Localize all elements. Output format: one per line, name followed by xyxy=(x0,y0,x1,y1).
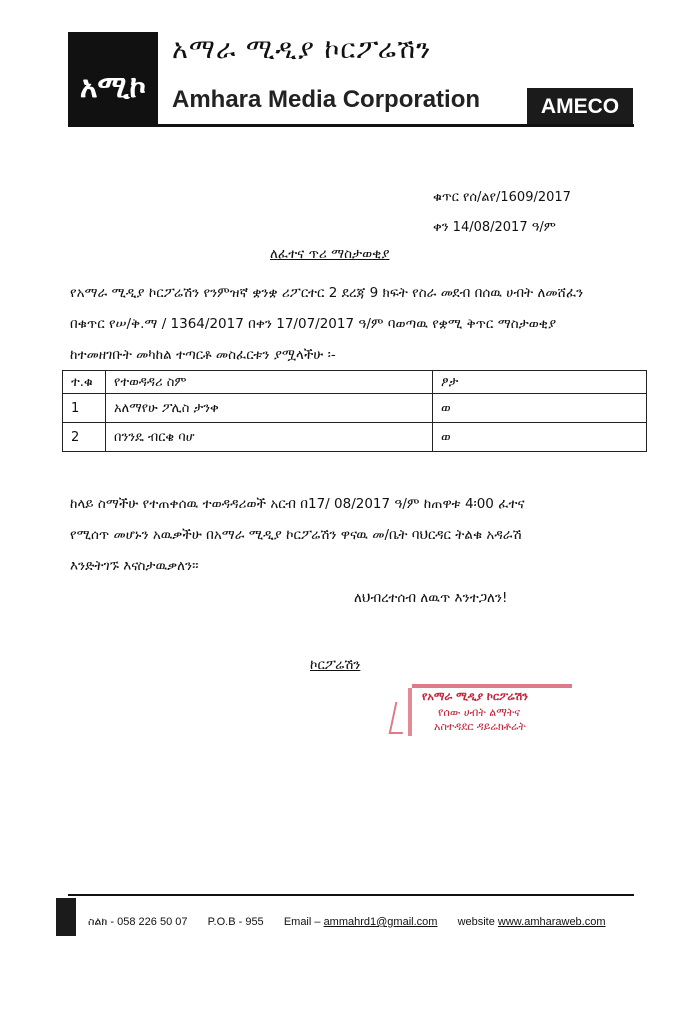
stamp-line-2: የሰው ሀብት ልማትና xyxy=(438,706,521,719)
candidates-table xyxy=(62,370,647,452)
footer-website-link[interactable]: www.amharaweb.com xyxy=(497,916,606,928)
header-sex: ፆታ xyxy=(433,371,647,394)
table-row xyxy=(63,423,647,452)
body-line-2: የሚሰጥ መሆኑን አዉቃችሁ በአማራ ሚዲያ ኮርፖሬሽን ዋናዉ መ/ቤት ባህርዳር ትልቁ አዳራሽ xyxy=(70,527,522,543)
footer-phone: ስልክ - 058 226 50 07 xyxy=(88,916,188,928)
table-header-row xyxy=(63,371,647,394)
corporation-logo xyxy=(68,32,158,124)
signature-mark xyxy=(389,702,410,734)
footer-contact xyxy=(88,916,606,929)
header-divider xyxy=(68,124,634,127)
stamp-line-3: አስተዳደር ዳይሬክቶሬት xyxy=(434,720,526,733)
footer-pobox: P.O.B - 955 xyxy=(207,916,264,928)
org-name-amharic: አማራ ሚዲያ ኮርፖሬሽን xyxy=(172,34,432,65)
signoff: ኮርፖሬሽን xyxy=(310,657,361,673)
footer-email-link[interactable]: ammahrd1@gmail.com xyxy=(323,916,438,928)
row-sex: ወ xyxy=(433,423,647,452)
stamp-border-left xyxy=(408,688,412,736)
logo-text: አሚኮ xyxy=(79,70,147,105)
reference-date: ቀን 14/08/2017 ዓ/ም xyxy=(433,220,556,235)
intro-line-1: የአማራ ሚዲያ ኮርፖሬሽን የንምዝኛ ቋንቋ ሪፖርተር 2 ደረጃ 9 ክፍት የስራ መደብ በሰዉ ሀብት ለመሸፈን xyxy=(70,285,584,301)
reference-number: ቁጥር የሰ/ልየ/1609/2017 xyxy=(433,190,571,205)
letter-subject: ለፈተና ጥሪ ማስታወቂያ xyxy=(270,246,390,262)
footer-website-label: website xyxy=(457,916,495,928)
body-line-1: ከላይ ስማችሁ የተጠቀሰዉ ተወዳዳሪወች አርብ በ17/ 08/2017 ዓ/ም ከጠዋቱ 4፡00 ፈተና xyxy=(70,496,525,512)
row-sex: ወ xyxy=(433,394,647,423)
table-row xyxy=(63,394,647,423)
row-number: 1 xyxy=(63,394,106,423)
ameco-badge: AMECO xyxy=(527,88,633,126)
footer-accent-bar xyxy=(56,898,76,936)
org-name-english: Amhara Media Corporation xyxy=(172,86,481,113)
row-name: አለማየሁ ፖሊስ ታንቀ xyxy=(106,394,433,423)
header-name: የተወዳዳሪ ስም xyxy=(106,371,433,394)
body-line-3: እንድትገኙ እናስታዉቃለን፡፡ xyxy=(70,558,199,574)
official-stamp xyxy=(388,684,574,744)
row-number: 2 xyxy=(63,423,106,452)
footer-email-label: Email – xyxy=(283,916,321,928)
stamp-border-top xyxy=(412,684,572,688)
header-number: ተ.ቁ xyxy=(63,371,106,394)
slogan: ለህብረተሰብ ለዉጥ እንተጋለን! xyxy=(354,590,508,606)
intro-line-3: ከተመዘገቡት መካከል ተጣርቶ መስፈርቱን ያሟላችሁ ፡- xyxy=(70,347,336,363)
stamp-line-1: የአማራ ሚዲያ ኮርፖሬሽን xyxy=(422,690,528,703)
intro-line-2: በቁጥር የሠ/ቅ.ማ / 1364/2017 በቀን 17/07/2017 ዓ/ም ባወጣዉ የቋሚ ቅጥር ማስታወቂያ xyxy=(70,316,557,332)
footer-divider xyxy=(68,894,634,896)
row-name: በንንዴ ብርቄ ባሆ xyxy=(106,423,433,452)
